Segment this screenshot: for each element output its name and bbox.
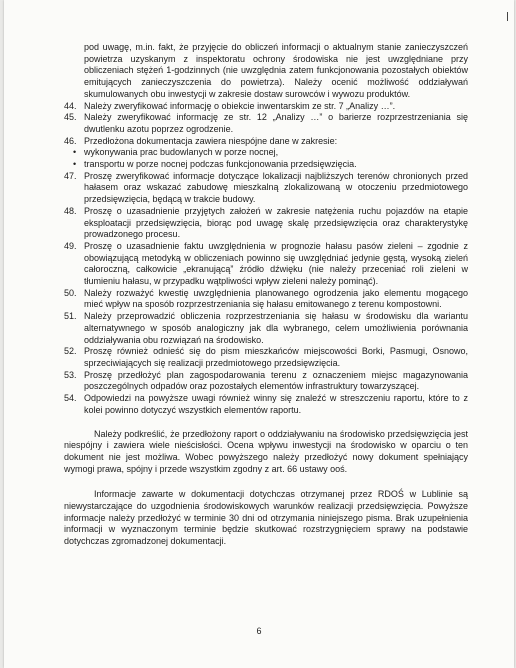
list-item (64, 135, 468, 148)
item-number: 51. (64, 311, 77, 322)
bullet-item: • wykonywania prac budowlanych w porze nocnej, (64, 147, 468, 159)
page-number: 6 (256, 626, 262, 636)
item-text: Należy zweryfikować informację ze str. 12 „Analizy …” o barierze rozprzestrzeniania się dwutlenku azotu poprzez ogrodzenie. (84, 112, 468, 134)
item-number: 53. (64, 369, 77, 380)
list-item (64, 346, 468, 369)
list-item (64, 240, 468, 288)
list-item (64, 170, 468, 206)
item-text: Przedłożona dokumentacja zawiera niespójne dane w zakresie: (84, 135, 338, 146)
list-item (64, 369, 468, 393)
list-item (64, 205, 468, 241)
continuation-text: pod uwagę, m.in. fakt, że przyjęcie do obliczeń informacji o aktualnym stanie zanieczyszczeń powietrza uzyskanym z inspektoratu ochrony środowiska nie jest uwzględniane przy obliczeniach stężeń 1-godzinnych (nie uwzględnia zatem funkcjonowania pozostałych obiektów emitujących zanieczyszczenia do powietrza). Należy ocenić możliwość oddziaływań skumulowanych obu inwestycji w zakresie dostaw surowców i wywozu produktów. (84, 42, 468, 99)
item-number: 50. (64, 287, 77, 298)
item-number: 48. (64, 205, 77, 216)
list-item (64, 100, 468, 113)
item-text: Odpowiedzi na powyższe uwagi również winny się znaleźć w streszczeniu raportu, które to z kolei powinno dotyczyć wszystkich elementów raportu. (84, 393, 468, 415)
item-text: Należy przeprowadzić obliczenia rozprzestrzeniania się hałasu w środowisku dla wariantu alternatywnego w sposób analogiczny jak dla wybranego, celem umożliwienia porównania oddziaływania obu rozwiązań na środowisko. (84, 311, 468, 345)
closing-paragraph: Informacje zawarte w dokumentacji dotychczas otrzymanej przez RDOŚ w Lublinie są niewystarczające do uzgodnienia środowiskowych warunków realizacji przedsięwzięcia. Powyższe informacje należy przedłożyć w terminie 30 dni od otrzymania niniejszego pisma. Brak uzupełnienia informacji w wyznaczonym terminie będzie skutkować rozstrzygnięciem sprawy na podstawie dotychczas zgromadzonej dokumentacji. (64, 489, 468, 547)
item-number: 45. (64, 112, 77, 123)
item-number: 54. (64, 393, 77, 404)
item-number: 49. (64, 240, 77, 251)
item-text: Proszę o uzasadnienie faktu uwzględnienia w prognozie hałasu pasów zieleni – zgodnie z obowiązującą metodyką w obliczeniach powinno się uwzględniać jedynie gęstą, wysoką zieleń całoroczną, całkowicie „ekranującą” źródło dźwięku (nie należy przeceniać roli zieleni w tłumieniu hałasu, w przypadku wątpliwości wpływ zieleni należy pominąć). (84, 240, 468, 287)
bullet-item: • transportu w porze nocnej podczas funkcjonowania przedsięwzięcia. (64, 159, 468, 171)
list-item (64, 287, 468, 311)
list-item (64, 311, 468, 346)
edge-mark (507, 12, 508, 21)
item-text: Należy rozważyć kwestię uwzględnienia planowanego ogrodzenia jako elementu mogącego mieć wpływ na sposób rozprzestrzeniania się hałasu emitowanego z terenu kompostowni. (84, 287, 468, 310)
item-text: Proszę również odnieść się do pism mieszkańców miejscowości Borki, Pasmugi, Osnowo, sprzeciwiających się realizacji przedmiotowego przedsięwzięcia. (84, 346, 468, 368)
item-number: 46. (64, 135, 77, 146)
list-item (64, 112, 468, 135)
summary-paragraph: Należy podkreślić, że przedłożony raport o oddziaływaniu na środowisko przedsięwzięcia jest niespójny i zawiera wiele nieścisłości. Ocena wpływu inwestycji na środowisko w oparciu o ten dokument nie jest możliwa. Wobec powyższego należy przedłożyć nowy dokument spełniający wymogi prawa, spójny i przede wszystkim zgodny z art. 66 ustawy ooś. (64, 428, 468, 474)
page-content (64, 42, 468, 557)
item-text: Proszę zweryfikować informacje dotyczące lokalizacji najbliższych terenów chronionych przed hałasem oraz wskazać zabudowę mieszkalną zlokalizowaną w otoczeniu przedmiotowego przedsięwzięcia, będącą w trakcie budowy. (84, 170, 468, 205)
document-page (4, 0, 514, 668)
item-text: Należy zweryfikować informację o obiekcie inwentarskim ze str. 7 „Analizy …”. (84, 100, 396, 111)
bullet-list (64, 147, 468, 170)
item-number: 52. (64, 346, 77, 357)
item-number: 47. (64, 170, 77, 181)
list-item (64, 393, 468, 416)
item-text: Proszę o uzasadnienie przyjętych założeń w zakresie natężenia ruchu pojazdów na etapie eksploatacji przedsięwzięcia, biorąc pod uwagę skalę przedsięwzięcia oraz charakterystykę prowadzonego procesu. (84, 205, 468, 240)
item-number: 44. (64, 100, 77, 111)
item-text: Proszę przedłożyć plan zagospodarowania terenu z oznaczeniem miejsc magazynowania poszczególnych odpadów oraz pozostałych elementów infrastruktury towarzyszącej. (84, 369, 468, 392)
